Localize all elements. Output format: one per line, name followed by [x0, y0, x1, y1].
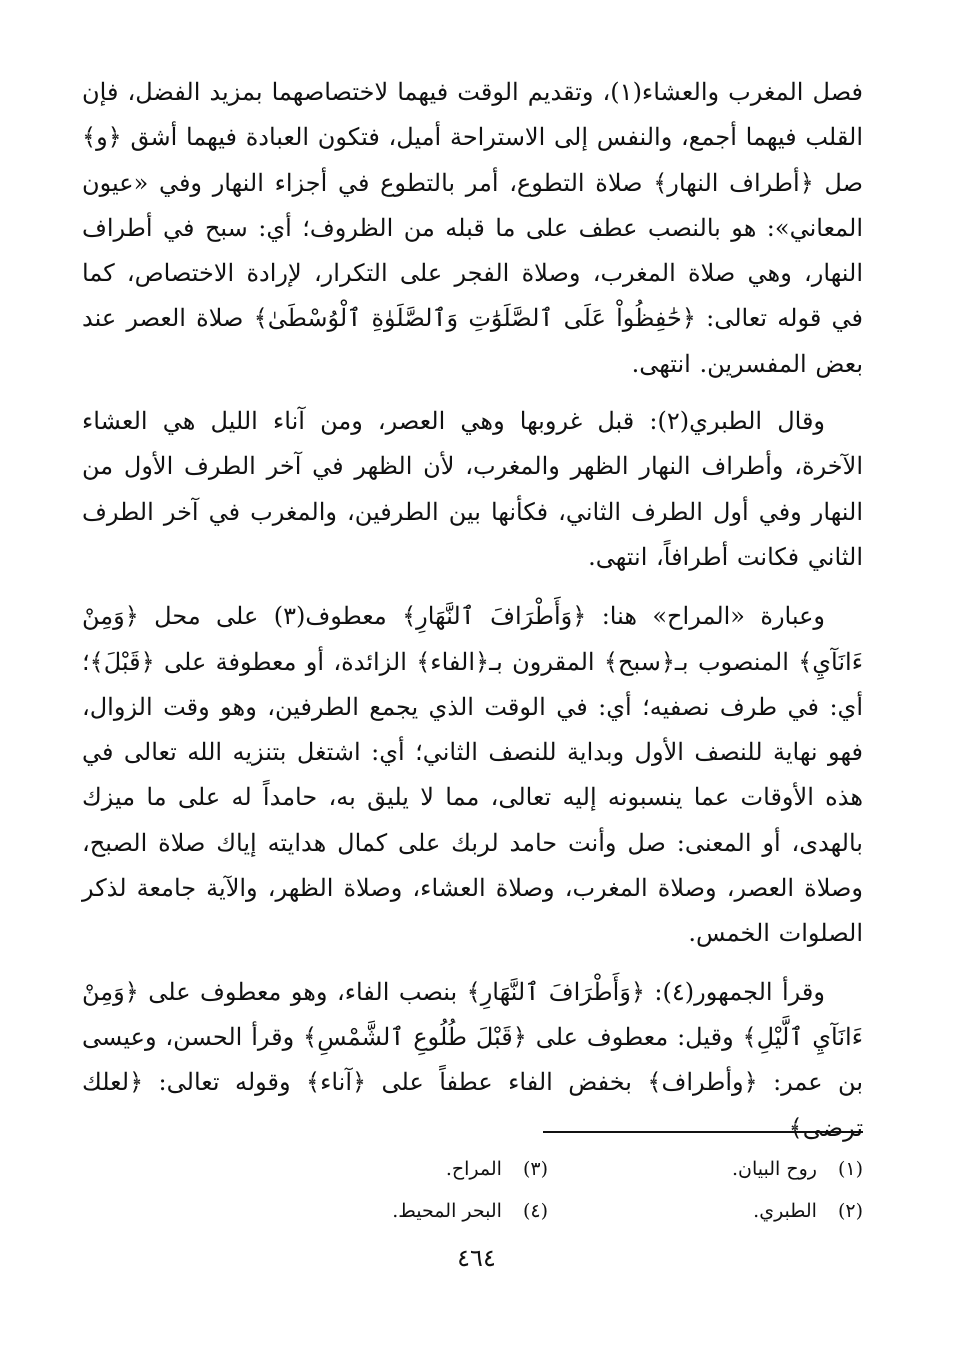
paragraph-3: وعبارة «المراح» هنا: ﴿وَأَطْرَافَ ٱلنَّهَارِ﴾ معطوف(٣) على محل ﴿وَمِنْ ءَانَآيِ﴾ المنصوب بـ﴿سبح﴾ المقرون بـ﴿الفاء﴾ الزائدة، أو معطوفة على ﴿قَبْلَ﴾؛ أي: في طرف نصفيه؛ أي: في الوقت الذي يجمع الطرفين، وهو وقت الزوال، فهو نهاية للنصف الأول وبداية للنصف الثاني؛ أي: اشتغل بتنزيه الله تعالى في هذه الأوقات عما ينسبونه إليه تعالى، مما لا يليق به، حامداً له على ما ميزك بالهدى، أو المعنى: صل وأنت حامد لربك على كمال هدايته إياك صلاة الصبح، وصلاة العصر، وصلاة المغرب، وصلاة العشاء، وصلاة الظهر، والآية جامعة لذكر الصلوات الخمس. — [82, 602, 863, 948]
footnote-number: (٣) — [522, 1158, 548, 1180]
paragraph-4: وقرأ الجمهور(٤): ﴿وَأَطْرَافَ ٱلنَّهَارِ﴾ بنصب الفاء، وهو معطوف على ﴿وَمِنْ ءَانَآيِ ٱلَّيْلِ﴾ وقيل: معطوف على ﴿قَبْلَ طُلُوعِ ٱلشَّمْسِ﴾ وقرأ الحسن، وعيسى بن عمر: ﴿وأطراف﴾ بخفض الفاء عطفاً على ﴿آناء﴾ وقوله تعالى: ﴿لعلك ترضى﴾ — [82, 977, 863, 1142]
footnote-text: البحر المحيط. — [392, 1200, 502, 1222]
paragraph-2: وقال الطبري(٢): قبل غروبها وهي العصر، ومن آناء الليل هي العشاء الآخرة، وأطراف النهار الظهر والمغرب، لأن الظهر في آخر الطرف الأول من النهار وفي أول الطرف الثاني، فكأنها بين الطرفين، والمغرب في آخر الطرف الثاني فكانت أطرافاً، انتهى. — [82, 407, 863, 571]
main-text — [82, 70, 863, 1151]
footnote-number: (١) — [837, 1158, 863, 1180]
footnote-column-left — [308, 1148, 548, 1232]
footnote-number: (٤) — [522, 1200, 548, 1222]
footnote-3 — [308, 1148, 548, 1190]
footnote-text: روح البيان. — [731, 1158, 817, 1180]
footnote-column-right — [643, 1148, 863, 1232]
paragraph-1: فصل المغرب والعشاء(١)، وتقديم الوقت فيهما لاختصاصهما بمزيد الفضل، فإن القلب فيهما أجمع، والنفس إلى الاستراحة أميل، فتكون العبادة فيهما أشق ﴿و﴾ صل ﴿أطراف النهار﴾ صلاة التطوع، أمر بالتطوع في أجزاء النهار وفي «عيون المعاني»: هو بالنصب عطف على ما قبله من الظروف؛ أي: سبح في أطراف النهار، وهي صلاة المغرب، وصلاة الفجر على التكرار، لإرادة الاختصاص، كما في قوله تعالى: ﴿حَٰفِظُواْ عَلَى ٱلصَّلَوَٰتِ وَٱلصَّلَوٰةِ ٱلْوُسْطَىٰ﴾ صلاة العصر عند بعض المفسرين. انتهى. — [82, 78, 863, 378]
footnote-text: المراح. — [445, 1158, 502, 1180]
footnote-separator — [543, 1131, 863, 1133]
footnote-4 — [308, 1190, 548, 1232]
page-number: ٤٦٤ — [457, 1244, 496, 1272]
footnote-number: (٢) — [837, 1200, 863, 1222]
footnote-2 — [643, 1190, 863, 1232]
footnote-text: الطبري. — [753, 1200, 817, 1222]
footnote-1 — [643, 1148, 863, 1190]
